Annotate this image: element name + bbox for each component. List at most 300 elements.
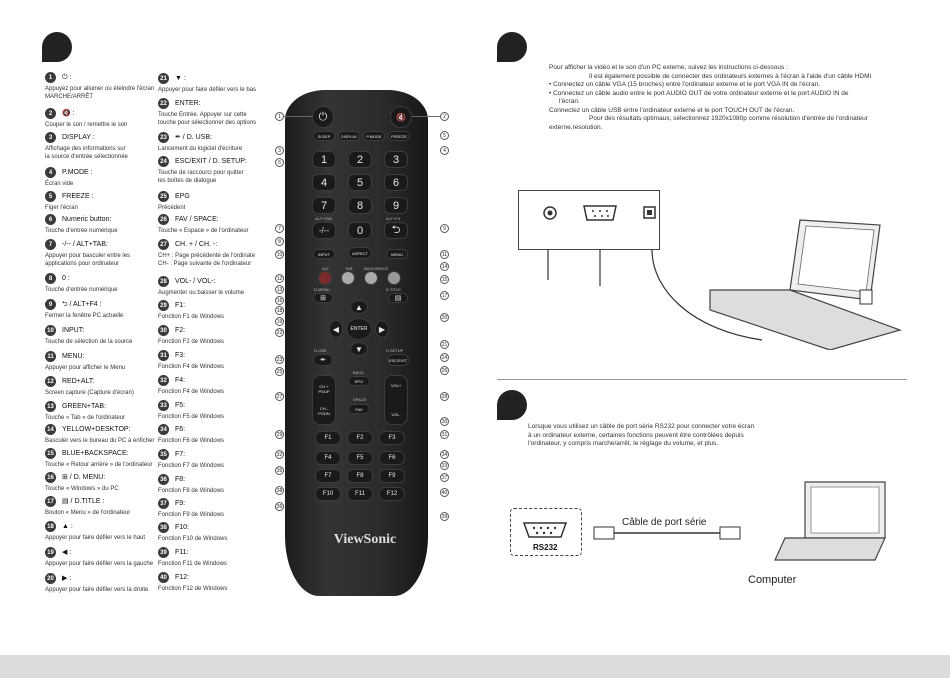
ch-minus-label: CH.-	[319, 406, 329, 411]
legend-label: F12:	[175, 573, 190, 581]
right-button[interactable]	[375, 320, 389, 338]
callout-marker: 14	[441, 263, 448, 270]
legend-desc: Appuyer pour faire défiler vers le bas	[158, 87, 257, 93]
legend-number: 23	[158, 132, 169, 143]
vga-port-icon	[584, 206, 616, 220]
number-button-5[interactable]: 5	[348, 174, 372, 191]
legend-number: 28	[158, 276, 169, 287]
legend-entry	[158, 572, 273, 593]
legend-entry	[45, 191, 160, 212]
legend-label: YELLOW+DESKTOP:	[62, 425, 131, 433]
callout-marker: 31	[441, 431, 448, 438]
callout-marker: 29	[276, 431, 283, 438]
legend-entry	[158, 214, 273, 235]
legend-desc: Appuyer pour faire défiler vers la gauche	[45, 561, 154, 567]
legend-number: 15	[45, 448, 56, 459]
legend-number: 26	[158, 214, 169, 225]
rs232-line-1: Lorsque vous utilisez un câble de port série RS232 pour connecter votre écran	[528, 423, 755, 430]
arrow-down-icon: ▼	[355, 344, 363, 354]
legend-desc: Touche « Tab » de l'ordinateur	[45, 415, 126, 421]
legend-number: 17	[45, 496, 56, 507]
pc-usb-line: Connectez un câble USB entre l'ordinateur externe et le port TOUCH OUT de l'écran.	[549, 106, 795, 114]
mute-icon: 🔇	[396, 112, 406, 122]
arrow-left-icon: ◀	[332, 324, 340, 334]
pc-audio-line-cont: l'écran.	[559, 98, 580, 105]
callout-marker: 2	[440, 112, 449, 121]
legend-number: 10	[45, 325, 56, 336]
legend-entry	[158, 498, 273, 519]
callout-marker: 3	[275, 146, 284, 155]
legend-label: F2:	[175, 326, 186, 334]
legend-desc: Appuyer pour afficher le Menu	[45, 365, 126, 371]
pc-menu-icon: ▤	[394, 295, 402, 302]
db9-port-icon	[520, 520, 570, 542]
legend-desc: Affichage des informations sur la source d'entrée sélectionnée	[45, 146, 128, 160]
legend-entry	[158, 276, 273, 297]
backspace-label: BACKSPACE	[364, 266, 389, 271]
callout-marker: 26	[441, 367, 448, 374]
legend-label: F4:	[175, 376, 186, 384]
legend-label: F11:	[175, 548, 189, 556]
callout-marker: 21	[441, 341, 448, 348]
legend-number: 27	[158, 239, 169, 250]
legend-desc: Couper le son / remettre le son	[45, 122, 128, 128]
legend-desc: Fonction F1 de Windows	[158, 314, 225, 320]
f10-button[interactable]: F10	[315, 487, 341, 501]
legend-desc: Fermer la fenêtre PC actuelle	[45, 313, 124, 319]
legend-entry	[45, 573, 160, 594]
arrow-right-icon: ▶	[378, 324, 386, 334]
legend-number: 11	[45, 351, 56, 362]
legend-desc: Appuyer pour faire défiler vers le haut	[45, 535, 146, 541]
fav-button[interactable]: FAV	[348, 404, 370, 414]
legend-label: F7:	[175, 450, 186, 458]
number-button-7[interactable]: 7	[312, 197, 336, 214]
legend-label: -/-- / ALT+TAB:	[62, 240, 108, 248]
pc-audio-line: • Connectez un câble audio entre le port AUDIO OUT de votre ordinateur externe et le port AUDIO IN de	[549, 89, 849, 97]
legend-desc: Appuyer pour basculer entre les applications pour ordinateur	[45, 253, 131, 267]
legend-entry	[158, 156, 273, 185]
legend-entry	[45, 547, 160, 568]
number-button-4[interactable]: 4	[312, 174, 336, 191]
legend-entry	[45, 496, 160, 517]
callout-marker: 19	[276, 318, 283, 325]
legend-label: F5:	[175, 401, 186, 409]
vol-plus-label: VOL+	[390, 383, 402, 388]
legend-number: 25	[158, 191, 169, 202]
legend-entry	[45, 299, 160, 320]
legend-desc: Bouton « Menu » de l'ordinateur	[45, 510, 131, 516]
callout-marker: 39	[441, 513, 448, 520]
f7-button[interactable]: F7	[315, 469, 341, 483]
back-label: BACK	[353, 370, 364, 375]
legend-label: ▶ :	[62, 574, 72, 582]
menu-button[interactable]: MENU	[386, 249, 408, 259]
freeze-button[interactable]: FREEZE	[388, 131, 410, 141]
legend-number: 36	[158, 474, 169, 485]
legend-number: 5	[45, 191, 56, 202]
callout-marker: 6	[275, 158, 284, 167]
enter-button[interactable]: ENTER	[346, 318, 372, 340]
legend-entry	[158, 325, 273, 346]
section-marker-remote	[42, 32, 72, 62]
legend-entry	[45, 448, 160, 469]
rs232-instructions	[528, 423, 828, 449]
legend-desc: Appuyer pour faire défiler vers la droite	[45, 587, 149, 593]
legend-number: 30	[158, 325, 169, 336]
legend-entry	[45, 325, 160, 346]
legend-label: P.MODE :	[62, 168, 93, 176]
legend-desc: Lancement du logiciel d'écriture	[158, 146, 243, 152]
legend-entry	[45, 521, 160, 542]
legend-entry	[45, 132, 160, 161]
pc-connection-diagram	[510, 190, 910, 350]
callout-marker: 40	[441, 489, 448, 496]
legend-label: MENU:	[62, 352, 85, 360]
legend-label: ◀ :	[62, 548, 72, 556]
brand-logo: ViewSonic	[333, 532, 397, 547]
legend-entry	[158, 522, 273, 543]
pc-vga-line: • Connectez un câble VGA (15 broches) entre l'ordinateur externe et le port VGA IN de l'écran.	[549, 81, 821, 88]
legend-entry	[45, 351, 160, 372]
legend-number: 38	[158, 522, 169, 533]
legend-entry	[45, 167, 160, 188]
alt-f4-label: ALT+F4	[386, 216, 401, 221]
legend-entry	[158, 98, 273, 127]
legend-number: 8	[45, 273, 56, 284]
callout-marker: 9	[440, 224, 449, 233]
legend-desc: Touche d'entrée numérique	[45, 228, 118, 234]
legend-entry	[45, 401, 160, 422]
up-button[interactable]	[350, 300, 368, 314]
legend-desc: Touche de raccourci pour quitter les boîtes de dialogue	[158, 170, 244, 184]
legend-number: 2	[45, 108, 56, 119]
pc-instructions	[549, 64, 919, 132]
legend-label: F10:	[175, 523, 190, 531]
alt-tab-label: ALT+TAB	[315, 216, 332, 221]
legend-number: 6	[45, 214, 56, 225]
legend-number: 40	[158, 572, 169, 583]
callout-marker: 35	[276, 467, 283, 474]
legend-entry	[45, 424, 160, 445]
legend-entry	[158, 350, 273, 371]
legend-entry	[45, 376, 160, 397]
legend-number: 13	[45, 401, 56, 412]
legend-entry	[158, 424, 273, 445]
legend-number: 18	[45, 521, 56, 532]
legend-desc: Fonction F9 de Windows	[158, 512, 225, 518]
legend-entry	[158, 73, 273, 94]
legend-desc: Touche de sélection de la source	[45, 339, 133, 345]
callout-marker: 22	[276, 329, 283, 336]
pgdn-label: PGDN	[318, 411, 330, 416]
dash-button[interactable]: -/--	[312, 222, 336, 239]
legend-number: 19	[45, 547, 56, 558]
usb-port-symbol-icon	[860, 290, 872, 304]
legend-label: 🔇 :	[62, 109, 75, 117]
display-button[interactable]: DISPLAY	[338, 131, 360, 141]
green-button[interactable]	[341, 271, 355, 285]
legend-number: 9	[45, 299, 56, 310]
pc-resolution-line-cont: externe.resolution.	[549, 123, 603, 131]
f3-button[interactable]: F3	[379, 431, 405, 445]
legend-entry	[158, 239, 273, 268]
legend-label: EPG	[175, 192, 190, 200]
number-button-3[interactable]: 3	[384, 151, 408, 168]
callout-marker: 25	[276, 368, 283, 375]
callout-marker: 5	[440, 131, 449, 140]
section-marker-pc	[497, 32, 527, 62]
legend-number: 31	[158, 350, 169, 361]
legend-label: BLUE+BACKSPACE:	[62, 449, 129, 457]
legend-desc: Touche Entrée. Appuyer sur cette touche pour sélectionner des options	[158, 112, 257, 126]
legend-label: 0 :	[62, 274, 70, 282]
yellow-button[interactable]	[364, 271, 378, 285]
f6-button[interactable]: F6	[379, 451, 405, 465]
f1-button[interactable]: F1	[315, 431, 341, 445]
number-button-1[interactable]: 1	[312, 151, 336, 168]
space-label: SPACE	[353, 397, 367, 402]
legend-number: 4	[45, 167, 56, 178]
legend-label: F3:	[175, 351, 186, 359]
callout-marker: 37	[441, 474, 448, 481]
tab-label: TAB	[345, 266, 353, 271]
legend-number: 16	[45, 472, 56, 483]
power-button[interactable]	[312, 106, 334, 128]
legend-entry	[45, 472, 160, 493]
callout-marker: 10	[276, 251, 283, 258]
legend-desc: Touche « Espace » de l'ordinateur	[158, 228, 249, 234]
callout-marker: 36	[276, 503, 283, 510]
legend-number: 37	[158, 498, 169, 509]
legend-number: 22	[158, 98, 169, 109]
legend-desc: Augmenter ou baisser le volume	[158, 290, 245, 296]
legend-desc: Fonction F8 de Windows	[158, 488, 225, 494]
legend-number: 7	[45, 239, 56, 250]
f5-button[interactable]: F5	[347, 451, 373, 465]
legend-desc: Fonction F5 de Windows	[158, 414, 225, 420]
legend-label: VOL- / VOL-:	[175, 277, 216, 285]
legend-number: 24	[158, 156, 169, 167]
down-button[interactable]	[350, 342, 368, 356]
mute-button[interactable]	[390, 106, 412, 128]
callout-marker: 7	[275, 224, 284, 233]
legend-number: 14	[45, 424, 56, 435]
callout-marker: 17	[441, 292, 448, 299]
dusb-label: D.USB	[314, 348, 327, 353]
rs232-port-label: RS232	[533, 543, 558, 552]
legend-desc: Figer l'écran	[45, 205, 78, 211]
legend-desc: Touche « Windows » du PC	[45, 486, 119, 492]
dtitle-label: D.TITLE	[386, 287, 401, 292]
legend-entry	[45, 72, 160, 101]
legend-entry	[45, 108, 160, 129]
input-button[interactable]: INPUT	[313, 249, 335, 259]
arrow-up-icon: ▲	[355, 302, 363, 312]
callout-line	[412, 116, 440, 117]
legend-label: ▼ :	[175, 74, 186, 82]
legend-label: F8:	[175, 475, 186, 483]
pc-hdmi-line: Il est également possible de connecter des ordinateurs externes à l'écran à l'aide d'un câble HDMI	[589, 72, 872, 80]
legend-desc: Basculer vers le bureau du PC à enficher	[45, 438, 155, 444]
f11-button[interactable]: F11	[347, 487, 373, 501]
legend-label: FAV / SPACE:	[175, 215, 219, 223]
pen-button[interactable]	[313, 354, 333, 366]
pgup-label: PGUP	[318, 389, 330, 394]
channel-rocker[interactable]	[312, 375, 336, 425]
legend-desc: CH+ : Page précédente de l'ordinate CH- : Page suivante de l'ordinateur	[158, 253, 256, 267]
legend-label: ⊞ / D. MENU:	[62, 473, 106, 481]
serial-cable-label: Câble de port série	[622, 517, 707, 528]
legend-desc: Fonction F12 de Windows	[158, 586, 228, 592]
legend-label: Numeric button:	[62, 215, 112, 223]
legend-entry	[158, 375, 273, 396]
dsetup-label: D.SETUP	[386, 348, 404, 353]
pc-resolution-line: Pour des résultats optimaux, sélectionnez 1920x1080p comme résolution d'entrée de l'ordinateur	[589, 115, 868, 122]
legend-label: GREEN+TAB:	[62, 402, 107, 410]
vol-minus-label: VOL-	[391, 412, 401, 417]
legend-number: 34	[158, 424, 169, 435]
legend-label: ⮌ / ALT+F4 :	[62, 300, 102, 308]
pmode-button[interactable]: P.MODE	[363, 131, 385, 141]
legend-entry	[158, 300, 273, 321]
legend-label: CH. + / CH. -:	[175, 240, 218, 248]
callout-marker: 4	[440, 146, 449, 155]
callout-marker: 13	[276, 286, 283, 293]
callout-marker: 23	[276, 356, 283, 363]
windows-icon: ⊞	[320, 295, 326, 302]
number-button-8[interactable]: 8	[348, 197, 372, 214]
legend-entry	[158, 547, 273, 568]
callout-marker: 30	[441, 418, 448, 425]
legend-label: F9:	[175, 499, 186, 507]
legend-desc: Appuyez pour allumer ou éteindre l'écran MARCHE/ARRÊT	[45, 86, 155, 100]
callout-marker: 32	[276, 451, 283, 458]
audio-jack-icon	[544, 207, 556, 219]
callout-line	[284, 116, 312, 117]
callout-marker: 15	[441, 276, 448, 283]
legend-desc: Écran vide	[45, 181, 74, 187]
legend-number: 1	[45, 72, 56, 83]
return-button[interactable]	[384, 222, 408, 239]
exit-button[interactable]: ESC/EXIT	[387, 354, 409, 366]
section-divider	[497, 379, 907, 380]
callout-marker: 20	[441, 314, 448, 321]
callout-marker: 38	[276, 487, 283, 494]
legend-desc: Touche « Retour arrière » de l'ordinateur	[45, 462, 153, 468]
callout-marker: 1	[275, 112, 284, 121]
callout-marker: 8	[275, 237, 284, 246]
legend-label: ENTER:	[175, 99, 201, 107]
legend-label: RED+ALT:	[62, 377, 95, 385]
callout-marker: 33	[441, 462, 448, 469]
legend-label: INPUT:	[62, 326, 85, 334]
left-button[interactable]	[329, 320, 343, 338]
legend-number: 12	[45, 376, 56, 387]
footer-band	[0, 655, 950, 678]
callout-marker: 28	[441, 393, 448, 400]
legend-number: 32	[158, 375, 169, 386]
legend-label: DISPLAY :	[62, 133, 95, 141]
legend-number: 29	[158, 300, 169, 311]
legend-entry	[158, 474, 273, 495]
ch-plus-label: CH.+	[319, 384, 329, 389]
computer-laptop-icon	[765, 480, 895, 570]
pen-icon: ✒	[320, 357, 326, 364]
windows-button[interactable]	[313, 293, 333, 303]
legend-entry	[158, 400, 273, 421]
legend-number: 35	[158, 449, 169, 460]
legend-number: 39	[158, 547, 169, 558]
number-button-9[interactable]: 9	[384, 197, 408, 214]
legend-number: 3	[45, 132, 56, 143]
legend-entry	[45, 273, 160, 294]
legend-desc: Fonction F10 de Windows	[158, 536, 228, 542]
legend-entry	[158, 191, 273, 212]
alt-label: ALT	[322, 266, 330, 271]
legend-label: ▤ / D.TITLE :	[62, 497, 105, 505]
sleep-button[interactable]: SLEEP	[313, 131, 335, 141]
legend-desc: Fonction F7 de Windows	[158, 463, 225, 469]
legend-desc: Fonction F11 de Windows	[158, 561, 227, 567]
f9-button[interactable]: F9	[379, 469, 405, 483]
legend-desc: Fonction F2 de Windows	[158, 339, 225, 345]
legend-desc: Fonction F4 de Windows	[158, 364, 225, 370]
legend-desc: Touche d'entrée numérique	[45, 287, 118, 293]
callout-marker: 12	[276, 275, 283, 282]
dmenu-label: D.MENU	[314, 287, 330, 292]
legend-label: ✒ / D. USB:	[175, 133, 212, 141]
epg-button[interactable]: EPG	[348, 376, 370, 386]
callout-marker: 27	[276, 393, 283, 400]
f8-button[interactable]: F8	[347, 469, 373, 483]
legend-entry	[158, 132, 273, 153]
callout-marker: 24	[441, 354, 448, 361]
f2-button[interactable]: F2	[347, 431, 373, 445]
legend-entry	[45, 239, 160, 268]
legend-label: FREEZE :	[62, 192, 94, 200]
pc-intro-line: Pour afficher la vidéo et le son d'un PC externe, suivez les instructions ci-dessous :	[549, 64, 788, 71]
legend-label: ESC/EXIT / D. SETUP:	[175, 157, 247, 165]
number-button-0[interactable]: 0	[348, 222, 372, 239]
f4-button[interactable]: F4	[315, 451, 341, 465]
section-marker-rs232	[497, 390, 527, 420]
legend-number: 21	[158, 73, 169, 84]
blue-button[interactable]	[387, 271, 401, 285]
usb-b-port-icon	[644, 207, 655, 218]
rs232-line-3: l'ordinateur, y compris marche/arrêt, le réglage du volume, et plus.	[528, 440, 719, 447]
number-button-2[interactable]: 2	[348, 151, 372, 168]
legend-desc: Fonction F4 de Windows	[158, 389, 225, 395]
laptop-icon	[710, 220, 900, 350]
f12-button[interactable]: F12	[379, 487, 405, 501]
legend-label: ⏻ :	[62, 73, 72, 81]
legend-label: ▲ :	[62, 522, 73, 530]
pc-menu-button[interactable]	[388, 293, 408, 303]
legend-desc: Screen capture (Capture d'écran)	[45, 390, 134, 396]
number-button-6[interactable]: 6	[384, 174, 408, 191]
aspect-button[interactable]: ASPECT	[348, 247, 372, 259]
rs232-line-2: à un ordinateur externe, certaines fonctions peuvent être contrôlées depuis	[528, 431, 744, 439]
legend-desc: Précédent	[158, 205, 186, 211]
volume-rocker[interactable]	[384, 375, 408, 425]
callout-marker: 16	[276, 297, 283, 304]
red-button[interactable]	[318, 271, 332, 285]
callout-marker: 18	[276, 307, 283, 314]
return-icon: ⮌	[391, 224, 401, 236]
legend-entry	[158, 449, 273, 470]
legend-desc: Fonction F6 de Windows	[158, 438, 225, 444]
